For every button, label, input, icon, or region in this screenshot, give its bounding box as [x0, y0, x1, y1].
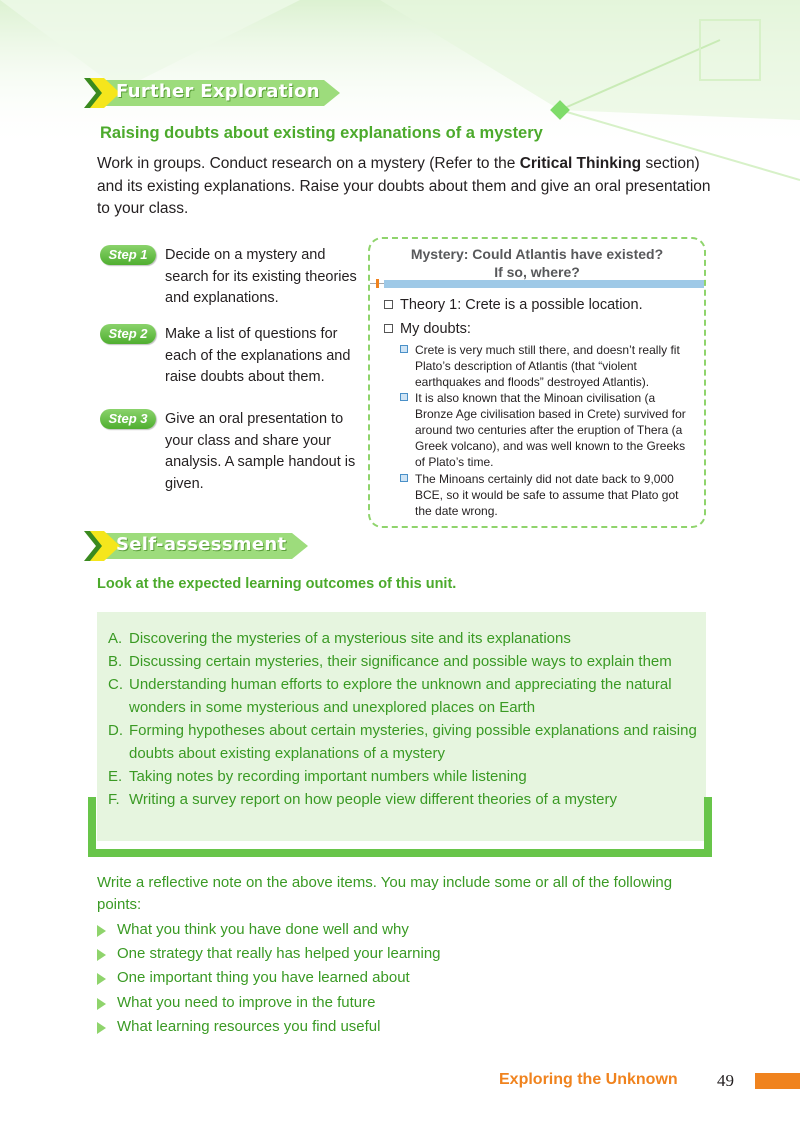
outcome-key: D. [108, 722, 123, 739]
outcome-key: C. [108, 676, 123, 693]
doubts-label: My doubts: [400, 321, 471, 337]
outcome-key: E. [108, 768, 123, 785]
outcome-item [108, 673, 698, 719]
further-exploration-title: Further Exploration [116, 81, 320, 102]
reflection-point [97, 919, 697, 943]
intro-text-rest: section) and its existing explanations. Raise your doubts about them and give an oral presentation to your class. [97, 155, 711, 217]
step-text: Make a list of questions for each of the explanations and raise doubts about them. [165, 326, 351, 385]
activity-subtitle: Raising doubts about existing explanations of a mystery [100, 124, 543, 142]
page-tab-marker [755, 1073, 800, 1089]
outcome-item [108, 627, 698, 650]
outcome-item [108, 650, 698, 673]
outcome-key: B. [108, 653, 123, 670]
triangle-bullet-icon [97, 949, 106, 961]
point-text: One strategy that really has helped your learning [117, 945, 441, 963]
outcome-key: A. [108, 630, 123, 647]
handout-title-line1: Mystery: Could Atlantis have existed? [410, 246, 664, 262]
doubt-text: Crete is very much still there, and doesn’t really fit Plato’s description of Atlantis (that “violent earthquakes and floods” destroyed Atlantis). [415, 343, 680, 389]
step-badge: Step 1 [100, 245, 156, 265]
triangle-bullet-icon [97, 925, 106, 937]
outcome-text: Discussing certain mysteries, their significance and possible ways to explain them [129, 653, 672, 670]
page-number: 49 [717, 1071, 734, 1090]
reflection-point [97, 1016, 697, 1040]
doubt-item [400, 390, 690, 470]
outcome-text: Taking notes by recording important numbers while listening [129, 768, 527, 785]
outcome-text: Forming hypotheses about certain mysteries, giving possible explanations and raising doubts about existing explanations of a mystery [129, 722, 697, 762]
activity-instructions [97, 153, 717, 221]
step-text: Give an oral presentation to your class and share your analysis. A sample handout is given. [165, 411, 356, 492]
outcome-item [108, 719, 698, 765]
bullet-square-icon [400, 393, 408, 401]
checkbox-square-icon [384, 300, 393, 309]
self-assessment-banner [84, 531, 312, 561]
intro-bold-ref: Critical Thinking [519, 155, 642, 172]
point-text: What you think you have done well and why [117, 921, 409, 938]
reflection-point [97, 967, 697, 991]
outcome-text: Discovering the mysteries of a mysterious site and its explanations [129, 630, 571, 647]
theory-text: Theory 1: Crete is a possible location. [400, 297, 643, 313]
self-assessment-intro: Look at the expected learning outcomes of this unit. [97, 576, 457, 592]
outcome-item [108, 788, 698, 811]
handout-title [370, 245, 704, 281]
point-text: One important thing you have learned about [117, 969, 410, 987]
theory-item [384, 296, 643, 314]
reflection-point [97, 992, 697, 1016]
further-exploration-banner [84, 78, 344, 108]
learning-outcomes-list [108, 627, 698, 811]
bullet-square-icon [400, 474, 408, 482]
self-assessment-title: Self-assessment [116, 534, 287, 555]
point-text: What learning resources you find useful [117, 1017, 381, 1035]
intro-text: Work in groups. Conduct research on a mystery (Refer to the [97, 155, 520, 172]
doubt-text: The Minoans certainly did not date back to 9,000 BCE, so it would be safe to assume that Plato got the date wrong. [415, 472, 679, 518]
reflective-note-instructions: Write a reflective note on the above items. You may include some or all of the following points: [97, 874, 673, 913]
triangle-bullet-icon [97, 973, 106, 985]
doubts-label-item [384, 320, 471, 338]
outcome-key: F. [108, 791, 120, 808]
step-badge: Step 2 [100, 324, 156, 344]
doubt-item [400, 342, 690, 390]
outcome-text: Understanding human efforts to explore the unknown and appreciating the natural wonders in some mysterious and unexplored places on Earth [129, 676, 672, 716]
checkbox-square-icon [384, 324, 393, 333]
step-badge: Step 3 [100, 409, 156, 429]
triangle-bullet-icon [97, 998, 106, 1010]
point-text: What you need to improve in the future [117, 993, 376, 1011]
reflection-points-list [97, 919, 697, 1040]
step-text: Decide on a mystery and search for its existing theories and explanations. [165, 247, 357, 306]
divider-bar [384, 280, 704, 288]
sample-handout-box [368, 237, 706, 528]
unit-title-footer: Exploring the Unknown [499, 1071, 678, 1088]
divider-accent [376, 279, 379, 288]
bullet-square-icon [400, 345, 408, 353]
outcome-item [108, 765, 698, 788]
handout-title-line2: If so, where? [494, 264, 580, 280]
reflection-point [97, 943, 697, 967]
triangle-bullet-icon [97, 1022, 106, 1034]
doubt-item [400, 471, 690, 519]
outcome-text: Writing a survey report on how people view different theories of a mystery [129, 791, 618, 808]
doubt-text: It is also known that the Minoan civilisation (a Bronze Age civilisation based in Crete) survived for around two centuries after the eruption of Thera (a Greek volcano), and was well known to the Greeks of Plato’s time. [415, 391, 686, 469]
